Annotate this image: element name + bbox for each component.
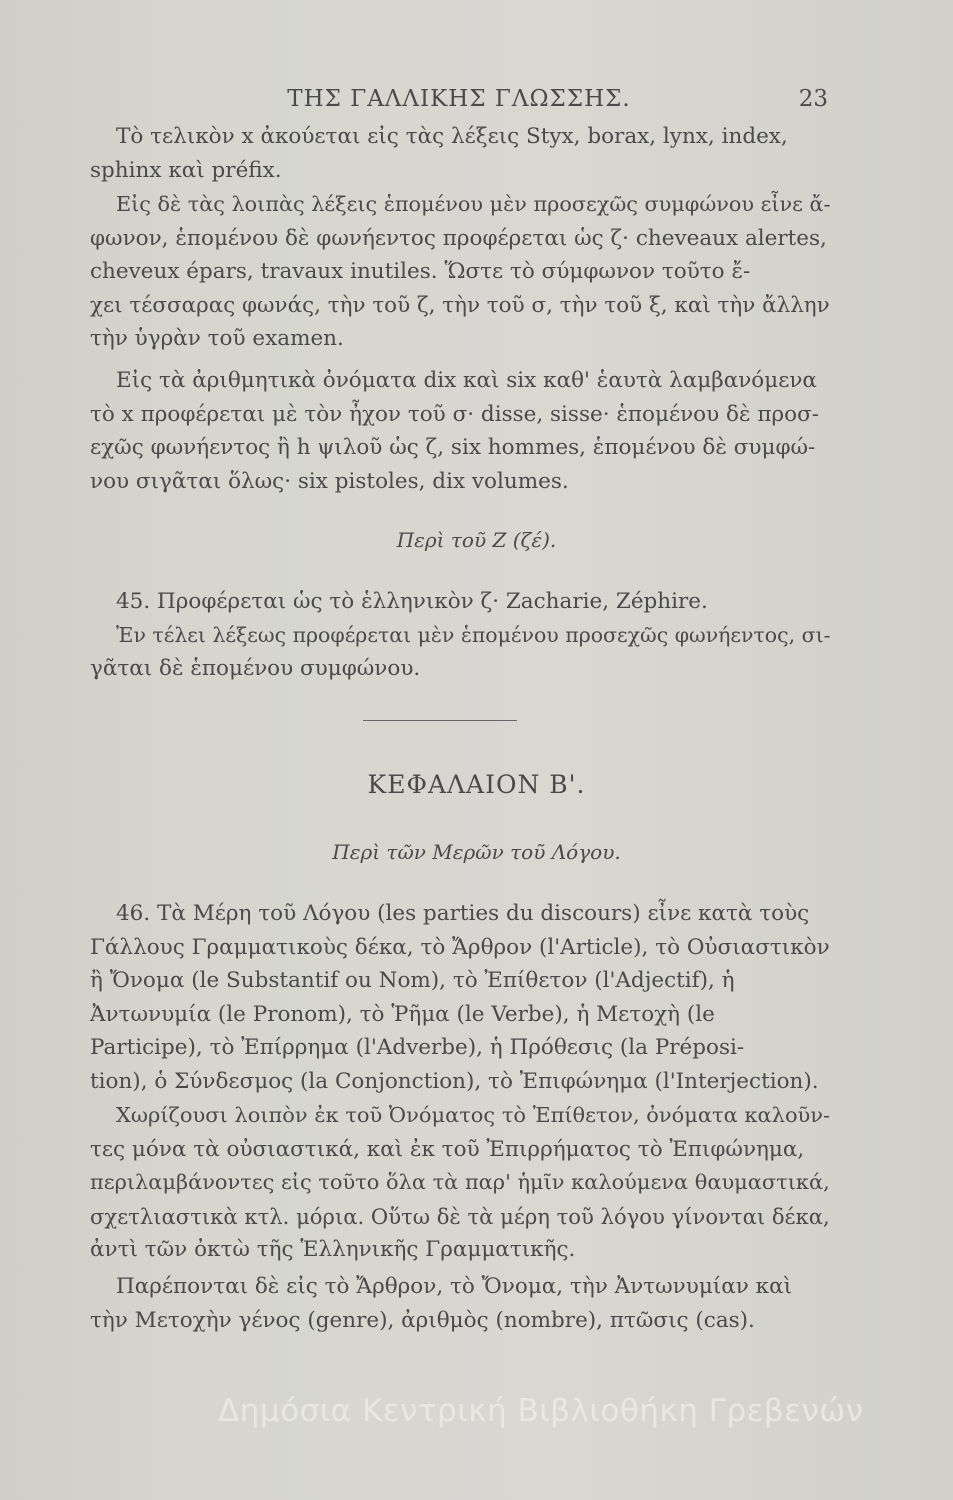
paragraph-chorizousi <box>90 1099 830 1267</box>
text-line: φωνον, ἑπομένου δὲ φωνήεντος προφέρεται ὡς ζ· cheveaux alertes, <box>90 225 827 251</box>
paragraph-3 <box>90 364 830 498</box>
text-line: tion), ὁ Σύνδεσμος (la Conjonction), τὸ Ἐπιφώνημα (l'Interjection). <box>90 1068 819 1094</box>
text-line: νου σιγᾶται ὅλως· six pistoles, dix volumes. <box>90 468 569 494</box>
text-line: cheveux épars, travaux inutiles. Ὥστε τὸ σύμφωνον τοῦτο ἔ- <box>90 259 751 285</box>
text-line: Participe), τὸ Ἐπίρρημα (l'Adverbe), ἡ Πρόθεσις (la Préposi- <box>90 1035 745 1061</box>
text-line: Ἐν τέλει λέξεως προφέρεται μὲν ἑπομένου προσεχῶς φωνήεντος, σι- <box>116 622 831 647</box>
chapter-divider <box>363 720 517 721</box>
text-line: χει τέσσαρας φωνάς, τὴν τοῦ ζ, τὴν τοῦ σ, τὴν τοῦ ξ, καὶ τὴν ἄλλην <box>90 292 830 318</box>
library-watermark: Δημόσια Κεντρική Βιβλιοθήκη Γρεβενών <box>218 1393 864 1429</box>
text-line: Εἰς τὰ ἀριθμητικὰ ὀνόματα dix καὶ six καθ' ἑαυτὰ λαμβανόμενα <box>116 368 817 393</box>
paragraph-1 <box>90 120 830 187</box>
running-head <box>90 86 828 116</box>
text-line: τες μόνα τὰ οὐσιαστικά, καὶ ἐκ τοῦ Ἐπιρρήματος τὸ Ἐπιφώνημα, <box>90 1136 805 1162</box>
text-line: τὴν ὑγρὰν τοῦ examen. <box>90 326 344 352</box>
text-line: sphinx καὶ préfix. <box>90 157 282 183</box>
text-line: περιλαμβάνοντες εἰς τοῦτο ὅλα τὰ παρ' ἡμῖν καλούμενα θαυμαστικά, <box>90 1170 830 1195</box>
text-line: ἢ Ὄνομα (le Substantif ou Nom), τὸ Ἐπίθετον (l'Adjectif), ἡ <box>90 968 735 994</box>
text-line: Χωρίζουσι λοιπὸν ἐκ τοῦ Ὀνόματος τὸ Ἐπίθετον, ὀνόματα καλοῦν- <box>116 1103 831 1127</box>
running-title: ΤΗΣ ΓΑΛΛΙΚΗΣ ΓΛΩΣΣΗΣ. <box>287 86 631 112</box>
chapter-title: ΚΕΦΑΛΑΙΟΝ Β'. <box>367 770 586 799</box>
paragraph-parepontai <box>90 1270 830 1337</box>
text-line: τὴν Μετοχὴν γένος (genre), ἀριθμὸς (nombre), πτῶσις (cas). <box>90 1307 755 1333</box>
section-heading-z: Περὶ τοῦ Ζ (ζέ). <box>396 528 557 552</box>
page-number: 23 <box>798 86 828 112</box>
text-line: Εἰς δὲ τὰς λοιπὰς λέξεις ἑπομένου μὲν προσεχῶς συμφώνου εἶνε ἄ- <box>116 192 831 216</box>
text-line: εχῶς φωνήεντος ἢ h ψιλοῦ ὡς ζ, six hommes, ἑπομένου δὲ συμφώ- <box>90 435 816 461</box>
text-line: τὸ x προφέρεται μὲ τὸν ἦχον τοῦ σ· disse, sisse· ἑπομένου δὲ προσ- <box>90 401 820 427</box>
paragraph-45 <box>90 585 830 686</box>
text-line: Τὸ τελικὸν x ἀκούεται εἰς τὰς λέξεις Styx, borax, lynx, index, <box>116 124 788 149</box>
paragraph-2 <box>90 188 830 356</box>
chapter-subtitle: Περὶ τῶν Μερῶν τοῦ Λόγου. <box>332 840 621 864</box>
text-line: Ἀντωνυμία (le Pronom), τὸ Ῥῆμα (le Verbe), ἡ Μετοχὴ (le <box>90 1001 715 1027</box>
text-line: 46. Τὰ Μέρη τοῦ Λόγου (les parties du discours) εἶνε κατὰ τοὺς <box>116 901 810 926</box>
paragraph-46 <box>90 897 830 1099</box>
text-line: γᾶται δὲ ἑπομένου συμφώνου. <box>90 656 421 682</box>
text-line: Παρέπονται δὲ εἰς τὸ Ἄρθρον, τὸ Ὄνομα, τὴν Ἀντωνυμίαν καὶ <box>116 1274 793 1299</box>
text-line: Γάλλους Γραμματικοὺς δέκα, τὸ Ἄρθρον (l'Article), τὸ Οὐσιαστικὸν <box>90 934 830 960</box>
text-line: ἀντὶ τῶν ὀκτὼ τῆς Ἑλληνικῆς Γραμματικῆς. <box>90 1237 576 1263</box>
text-line: σχετλιαστικὰ κτλ. μόρια. Οὕτω δὲ τὰ μέρη τοῦ λόγου γίνονται δέκα, <box>90 1203 830 1229</box>
text-line: 45. Προφέρεται ὡς τὸ ἑλληνικὸν ζ· Zacharie, Zéphire. <box>116 589 708 614</box>
